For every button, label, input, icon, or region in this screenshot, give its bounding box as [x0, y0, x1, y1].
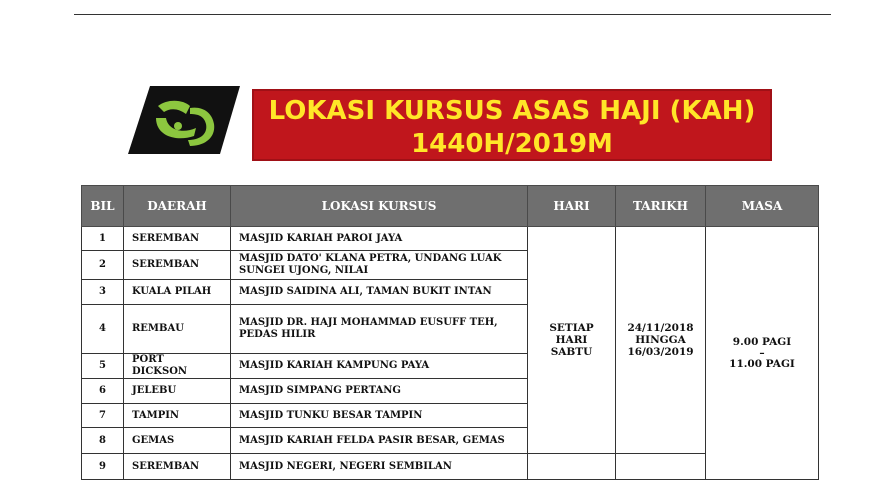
- cell-daerah: PORT DICKSON: [124, 354, 231, 379]
- tabung-haji-logo-icon: [128, 84, 240, 156]
- cell-lokasi: MASJID SAIDINA ALI, TAMAN BUKIT INTAN: [231, 280, 528, 305]
- tarikh-line-3: 16/03/2019: [627, 346, 694, 358]
- top-divider: [74, 14, 831, 15]
- cell-bil: 5: [82, 354, 124, 379]
- header-daerah: DAERAH: [124, 186, 231, 227]
- cell-daerah: SEREMBAN: [124, 251, 231, 280]
- masa-separator: –: [759, 347, 765, 359]
- tarikh-line-1: 24/11/2018: [627, 322, 694, 334]
- tarikh-line-2: HINGGA: [635, 334, 686, 346]
- cell-lokasi: MASJID TUNKU BESAR TAMPIN: [231, 404, 528, 428]
- masa-line-2: 11.00 PAGI: [729, 358, 795, 370]
- hari-line-2: SABTU: [550, 346, 593, 358]
- header-bil: BIL: [82, 186, 124, 227]
- header-masa: MASA: [706, 186, 819, 227]
- cell-bil: 7: [82, 404, 124, 428]
- cell-daerah: REMBAU: [124, 305, 231, 354]
- header-tarikh: TARIKH: [616, 186, 706, 227]
- cell-lokasi: MASJID DR. HAJI MOHAMMAD EUSUFF TEH, PEDAS HILIR: [231, 305, 528, 354]
- cell-bil: 8: [82, 428, 124, 454]
- cell-bil: 6: [82, 379, 124, 404]
- header-hari: HARI: [528, 186, 616, 227]
- cell-tarikh: [616, 227, 706, 454]
- cell-daerah: SEREMBAN: [124, 454, 231, 480]
- cell-bil: 2: [82, 251, 124, 280]
- title-line-2: 1440H/2019M: [411, 129, 613, 159]
- title-line-1: LOKASI KURSUS ASAS HAJI (KAH): [268, 96, 756, 126]
- header-lokasi: LOKASI KURSUS: [231, 186, 528, 227]
- cell-masa: [706, 227, 819, 480]
- cell-lokasi: MASJID NEGERI, NEGERI SEMBILAN: [231, 454, 528, 480]
- cell-bil: 4: [82, 305, 124, 354]
- cell-lokasi: MASJID DATO' KLANA PETRA, UNDANG LUAK SUNGEI UJONG, NILAI: [231, 251, 528, 280]
- cell-daerah: GEMAS: [124, 428, 231, 454]
- cell-daerah: KUALA PILAH: [124, 280, 231, 305]
- cell-bil: 9: [82, 454, 124, 480]
- table-header-row: [82, 186, 819, 227]
- title-banner: [252, 89, 772, 161]
- table-row: [82, 227, 819, 251]
- cell-daerah: SEREMBAN: [124, 227, 231, 251]
- cell-lokasi: MASJID KARIAH KAMPUNG PAYA: [231, 354, 528, 379]
- cell-bil: 1: [82, 227, 124, 251]
- cell-lokasi: MASJID SIMPANG PERTANG: [231, 379, 528, 404]
- cell-lokasi: MASJID KARIAH FELDA PASIR BESAR, GEMAS: [231, 428, 528, 454]
- cell-daerah: TAMPIN: [124, 404, 231, 428]
- cell-bil: 3: [82, 280, 124, 305]
- cell-hari: [528, 227, 616, 454]
- masa-line-1: 9.00 PAGI: [732, 336, 792, 348]
- cell-tarikh-empty: [616, 454, 706, 480]
- cell-hari-empty: [528, 454, 616, 480]
- cell-lokasi: MASJID KARIAH PAROI JAYA: [231, 227, 528, 251]
- course-location-table: [81, 185, 819, 480]
- hari-line-1: SETIAP HARI: [549, 322, 594, 346]
- cell-daerah: JELEBU: [124, 379, 231, 404]
